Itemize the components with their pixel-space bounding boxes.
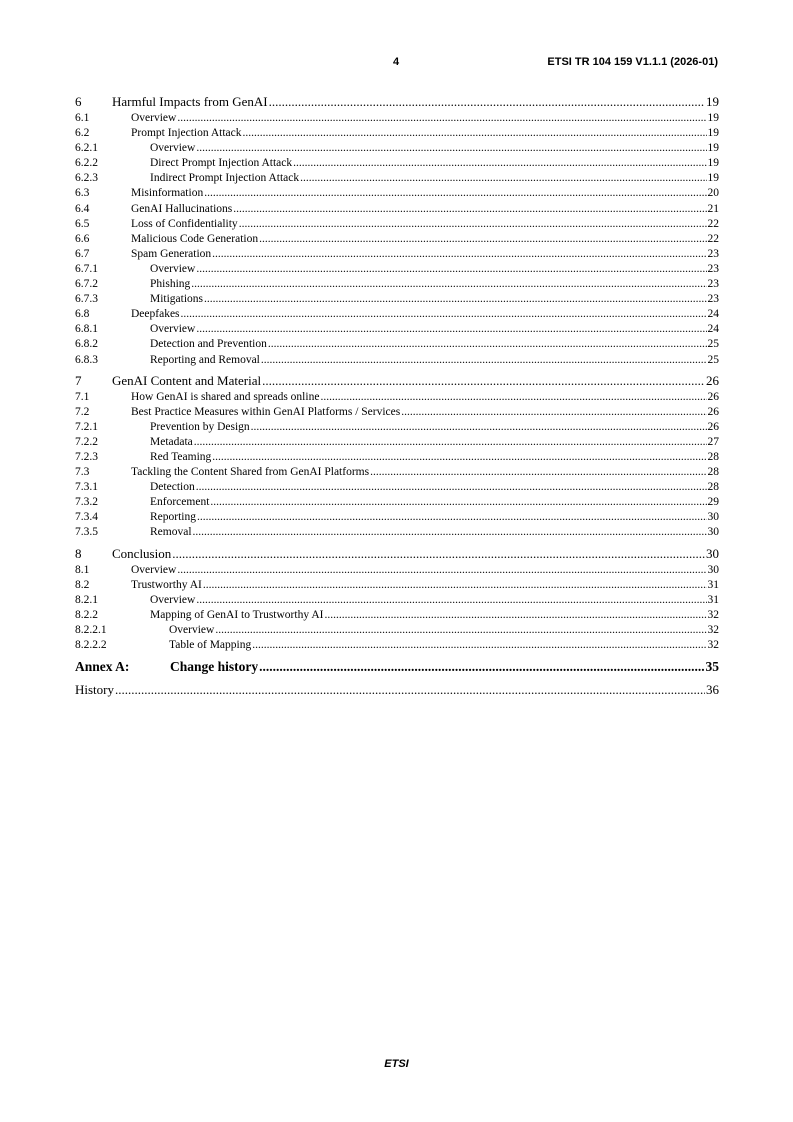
toc-entry-number: 7.2.2 (75, 435, 98, 448)
toc-entry[interactable] (75, 545, 719, 563)
toc-entry[interactable] (75, 372, 719, 390)
toc-entry-number: 8 (75, 545, 82, 561)
toc-entry-page: 29 (707, 496, 719, 509)
toc-entry[interactable] (75, 450, 719, 465)
toc-entry-number: 8.2.1 (75, 593, 98, 606)
toc-entry-title: Malicious Code Generation (131, 232, 259, 245)
toc-dot-leader (239, 217, 707, 232)
toc-dot-leader (196, 593, 706, 608)
toc-entry-title: Metadata (150, 435, 193, 448)
page-number: 4 (393, 56, 400, 68)
toc-dot-leader (212, 247, 706, 262)
toc-entry-page: 30 (707, 511, 719, 524)
toc-entry-title: Tackling the Content Shared from GenAI Platforms (131, 466, 370, 479)
toc-entry-number: 8.2.2.2 (75, 639, 107, 651)
toc-entry-page: 35 (705, 659, 719, 675)
toc-entry[interactable] (75, 141, 719, 156)
toc-entry-number: 6.2.2 (75, 157, 98, 170)
toc-entry[interactable] (75, 202, 719, 217)
toc-entry-number: 6.7.3 (75, 293, 98, 306)
toc-entry-page: 28 (707, 481, 719, 494)
toc-dot-leader (251, 420, 707, 435)
toc-entry-page: 23 (707, 278, 719, 291)
toc-entry-number: 6 (75, 94, 82, 109)
toc-entry-page: 26 (707, 420, 719, 433)
toc-entry-title: Trustworthy AI (131, 578, 202, 591)
toc-entry-number: 7.3.1 (75, 481, 98, 494)
toc-entry-number: 7.2.3 (75, 450, 98, 463)
toc-entry[interactable] (75, 623, 719, 638)
toc-entry-title: GenAI Hallucinations (131, 202, 233, 215)
toc-entry[interactable] (75, 171, 719, 186)
toc-entry-number: 6.1 (75, 112, 90, 124)
toc-entry[interactable] (75, 292, 719, 307)
toc-entry-number: 6.2 (75, 127, 90, 140)
toc-entry-title: Overview (131, 112, 177, 124)
toc-entry-page: 19 (707, 142, 719, 155)
footer-etsi: ETSI (384, 1058, 409, 1070)
toc-dot-leader (196, 480, 707, 495)
toc-entry[interactable] (75, 510, 719, 525)
toc-entry[interactable] (75, 465, 719, 480)
toc-dot-leader (268, 337, 707, 352)
toc-entry-page: 30 (706, 545, 719, 561)
toc-entry-page: 22 (707, 217, 719, 230)
toc-dot-leader (204, 292, 706, 307)
toc-entry-page: 19 (707, 172, 719, 185)
toc-entry-page: 28 (707, 450, 719, 463)
toc-entry-annex[interactable] (75, 658, 719, 676)
toc-entry[interactable] (75, 93, 719, 111)
toc-entry-number: 6.8 (75, 308, 90, 321)
toc-entry-title: How GenAI is shared and spreads online (131, 390, 320, 403)
toc-entry-page: 32 (707, 623, 719, 636)
toc-entry-number: 7.2.1 (75, 420, 98, 433)
toc-entry-title: Best Practice Measures within GenAI Platforms / Services (131, 405, 401, 418)
toc-entry[interactable] (75, 435, 719, 450)
toc-dot-leader (259, 232, 706, 247)
toc-entry-title: Change history (170, 659, 259, 675)
toc-dot-leader (261, 353, 707, 368)
toc-entry-number: 6.8.1 (75, 323, 98, 336)
toc-dot-leader (181, 307, 707, 322)
toc-entry-title: Red Teaming (150, 450, 212, 463)
toc-entry[interactable] (75, 525, 719, 540)
toc-entry-title: Overview (150, 142, 196, 155)
toc-entry-title: Loss of Confidentiality (131, 217, 238, 230)
toc-entry[interactable] (75, 186, 719, 201)
toc-entry-page: 26 (707, 405, 719, 418)
toc-entry-title: Indirect Prompt Injection Attack (150, 172, 300, 185)
toc-entry-title: Removal (150, 526, 192, 539)
toc-entry-page: 30 (707, 563, 719, 576)
toc-entry-title: Detection and Prevention (150, 338, 267, 351)
toc-dot-leader (252, 638, 706, 653)
toc-dot-leader (293, 156, 706, 171)
toc-entry-page: 31 (707, 578, 719, 591)
toc-dot-leader (204, 186, 706, 201)
toc-entry-number: 6.5 (75, 217, 90, 230)
toc-dot-leader (196, 141, 706, 156)
toc-entry[interactable] (75, 337, 719, 352)
toc-dot-leader (194, 435, 707, 450)
toc-entry-page: 25 (707, 353, 719, 366)
toc-entry[interactable] (75, 593, 719, 608)
toc-entry-title: Reporting and Removal (150, 353, 260, 366)
toc-entry-page: 32 (707, 608, 719, 621)
toc-entry-number: 8.2.2.1 (75, 623, 107, 636)
toc-entry-page: 25 (707, 338, 719, 351)
toc-entry-page: 28 (707, 466, 719, 479)
toc-entry-page: 31 (707, 593, 719, 606)
toc-entry-number: 6.7.2 (75, 278, 98, 291)
toc-entry-page: 23 (707, 247, 719, 260)
toc-dot-leader (259, 658, 704, 676)
toc-entry[interactable] (75, 307, 719, 322)
toc-dot-leader (269, 93, 705, 111)
toc-entry[interactable] (75, 277, 719, 292)
toc-entry-page: 21 (707, 202, 719, 215)
toc-entry-number: 7.3 (75, 466, 90, 479)
toc-entry[interactable] (75, 578, 719, 593)
toc-entry-number: 8.2.2 (75, 608, 98, 621)
toc-entry-title: Overview (131, 563, 177, 576)
toc-entry-number: 6.7.1 (75, 262, 98, 275)
toc-entry-page: 24 (707, 308, 719, 321)
toc-dot-leader (401, 405, 706, 420)
toc-entry-title: Misinformation (131, 187, 204, 200)
toc-entry-page: 20 (707, 187, 719, 200)
toc-entry-title: Overview (150, 262, 196, 275)
toc-entry[interactable] (75, 262, 719, 277)
toc-entry-page: 26 (707, 390, 719, 403)
toc-entry-title: Enforcement (150, 496, 210, 509)
toc-entry-number: 6.6 (75, 232, 90, 245)
toc-entry-page: 30 (707, 526, 719, 539)
toc-dot-leader (262, 372, 705, 390)
toc-entry[interactable] (75, 247, 719, 262)
toc-entry-title: Mapping of GenAI to Trustworthy AI (150, 608, 324, 621)
toc-entry-number: 6.8.2 (75, 338, 98, 351)
toc-entry-title: GenAI Content and Material (112, 372, 262, 388)
toc-entry[interactable] (75, 420, 719, 435)
toc-entry-title: Reporting (150, 511, 196, 524)
toc-entry[interactable] (75, 480, 719, 495)
toc-dot-leader (324, 608, 706, 623)
toc-entry-page: 36 (706, 682, 719, 698)
toc-entry[interactable] (75, 405, 719, 420)
table-of-contents (75, 93, 719, 699)
toc-entry-title: Mitigations (150, 293, 204, 306)
toc-entry[interactable] (75, 563, 719, 578)
toc-entry[interactable] (75, 638, 719, 653)
toc-dot-leader (215, 623, 706, 638)
toc-dot-leader (177, 563, 706, 578)
toc-entry[interactable] (75, 608, 719, 623)
toc-entry-title: Overview (169, 623, 215, 636)
toc-entry-page: 32 (707, 639, 719, 651)
toc-entry-title: Deepfakes (131, 308, 180, 321)
toc-entry-page: 19 (707, 157, 719, 170)
toc-entry-number: 6.2.1 (75, 142, 98, 155)
toc-entry[interactable] (75, 217, 719, 232)
toc-entry-number: 6.8.3 (75, 353, 98, 366)
toc-entry-number: 6.4 (75, 202, 90, 215)
toc-entry-page: 19 (706, 94, 719, 109)
toc-entry-number: 7.3.2 (75, 496, 98, 509)
toc-entry[interactable] (75, 495, 719, 510)
toc-entry-number: 7 (75, 372, 82, 388)
toc-entry-page: 23 (707, 293, 719, 306)
toc-dot-leader (320, 390, 706, 405)
toc-entry-title: Detection (150, 481, 195, 494)
toc-entry-title: Direct Prompt Injection Attack (150, 157, 293, 170)
toc-entry-title: Overview (150, 593, 196, 606)
toc-dot-leader (193, 525, 707, 540)
toc-entry-title: Prevention by Design (150, 420, 250, 433)
toc-dot-leader (197, 510, 707, 525)
toc-entry-history[interactable] (75, 681, 719, 699)
toc-dot-leader (196, 322, 706, 337)
toc-entry-page: 23 (707, 262, 719, 275)
toc-entry-number: 8.1 (75, 563, 90, 576)
toc-entry[interactable] (75, 156, 719, 171)
document-reference: ETSI TR 104 159 V1.1.1 (2026-01) (547, 56, 718, 68)
toc-entry-number: 6.7 (75, 247, 90, 260)
toc-entry[interactable] (75, 232, 719, 247)
toc-entry[interactable] (75, 111, 719, 126)
toc-entry[interactable] (75, 390, 719, 405)
toc-entry-number: 8.2 (75, 578, 90, 591)
toc-dot-leader (300, 171, 706, 186)
toc-entry-number: 7.3.4 (75, 511, 98, 524)
toc-entry-page: 26 (706, 372, 719, 388)
toc-entry-page: 22 (707, 232, 719, 245)
toc-entry-title: Prompt Injection Attack (131, 127, 242, 140)
toc-entry-number: 6.3 (75, 187, 90, 200)
toc-entry-title: Phishing (150, 278, 191, 291)
toc-entry-title: Harmful Impacts from GenAI (112, 94, 268, 109)
toc-entry-number: 7.1 (75, 390, 90, 403)
toc-entry-title: History (75, 682, 114, 698)
toc-dot-leader (177, 111, 706, 126)
toc-dot-leader (370, 465, 706, 480)
toc-dot-leader (210, 495, 706, 510)
toc-entry-title: Conclusion (112, 545, 172, 561)
toc-entry-number: Annex A: (75, 659, 130, 675)
toc-entry-number: 7.3.5 (75, 526, 98, 539)
toc-dot-leader (115, 681, 705, 699)
toc-dot-leader (196, 262, 706, 277)
toc-dot-leader (243, 126, 707, 141)
toc-entry-title: Table of Mapping (169, 639, 252, 651)
toc-entry-page: 19 (707, 112, 719, 124)
toc-entry-page: 24 (707, 323, 719, 336)
toc-dot-leader (203, 578, 707, 593)
toc-entry-page: 27 (707, 435, 719, 448)
toc-entry-number: 6.2.3 (75, 172, 98, 185)
toc-entry-title: Overview (150, 323, 196, 336)
toc-dot-leader (233, 202, 706, 217)
toc-entry[interactable] (75, 126, 719, 141)
toc-entry-page: 19 (707, 127, 719, 140)
toc-dot-leader (212, 450, 706, 465)
toc-entry-number: 7.2 (75, 405, 90, 418)
toc-entry-title: Spam Generation (131, 247, 212, 260)
toc-entry[interactable] (75, 353, 719, 368)
toc-entry[interactable] (75, 322, 719, 337)
toc-dot-leader (191, 277, 706, 292)
toc-dot-leader (172, 545, 705, 563)
